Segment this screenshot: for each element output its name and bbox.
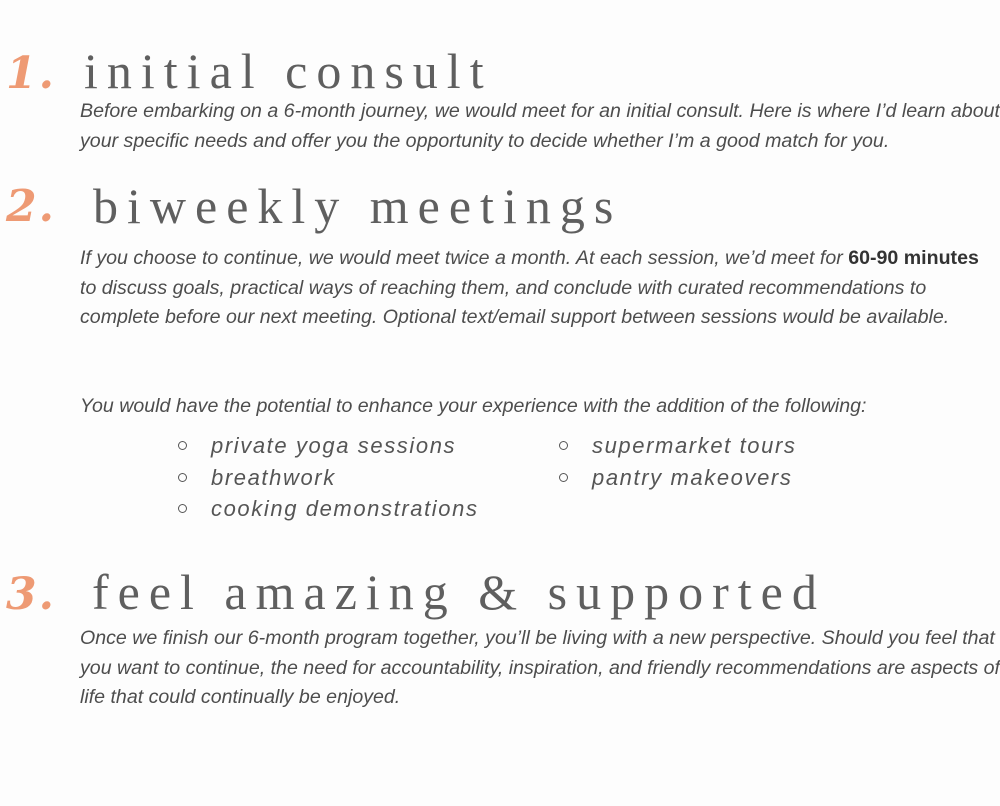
circle-bullet-icon (178, 504, 187, 513)
circle-bullet-icon (178, 441, 187, 450)
list-item: pantry makeovers (559, 462, 797, 494)
step-1-number: 1. (6, 48, 56, 99)
step-3-title: feel amazing & supported (92, 564, 826, 620)
step-2-number: 2. (6, 181, 56, 232)
options-list-right (559, 430, 797, 493)
list-item: breathwork (178, 462, 479, 494)
options-list-left (178, 430, 479, 525)
step-1-title: initial consult (84, 43, 493, 99)
list-item: cooking demonstrations (178, 493, 479, 525)
step-2-body-text-continued: to discuss goals, practical ways of reaching them, and conclude with curated recommendations to complete before our next meeting. Optional text/email support between sessions would be available. (80, 276, 950, 328)
step-3-body: Once we finish our 6-month program together, you’ll be living with a new perspective. Should you feel that you want to continue, the need for accountability, inspiration, and friendly recommendations are aspects of life that could continually be enjoyed. (80, 627, 1000, 708)
list-item: supermarket tours (559, 430, 797, 462)
step-2-body (80, 244, 1000, 333)
step-2-addition-intro: You would have the potential to enhance your experience with the addition of the following: (80, 395, 867, 417)
step-2-body-text: If you choose to continue, we would meet twice a month. At each session, we’d meet for (80, 247, 849, 269)
step-2-title: biweekly meetings (93, 178, 623, 234)
circle-bullet-icon (559, 473, 568, 482)
step-3-number: 3. (6, 569, 56, 620)
step-2-body-emphasis: 60-90 minutes (848, 247, 979, 269)
list-item: private yoga sessions (178, 430, 479, 462)
step-1-body: Before embarking on a 6-month journey, we would meet for an initial consult. Here is where I’d learn about your specific needs and offer you the opportunity to decide whether I’m a good match for you. (80, 100, 1000, 152)
circle-bullet-icon (178, 473, 187, 482)
circle-bullet-icon (559, 441, 568, 450)
